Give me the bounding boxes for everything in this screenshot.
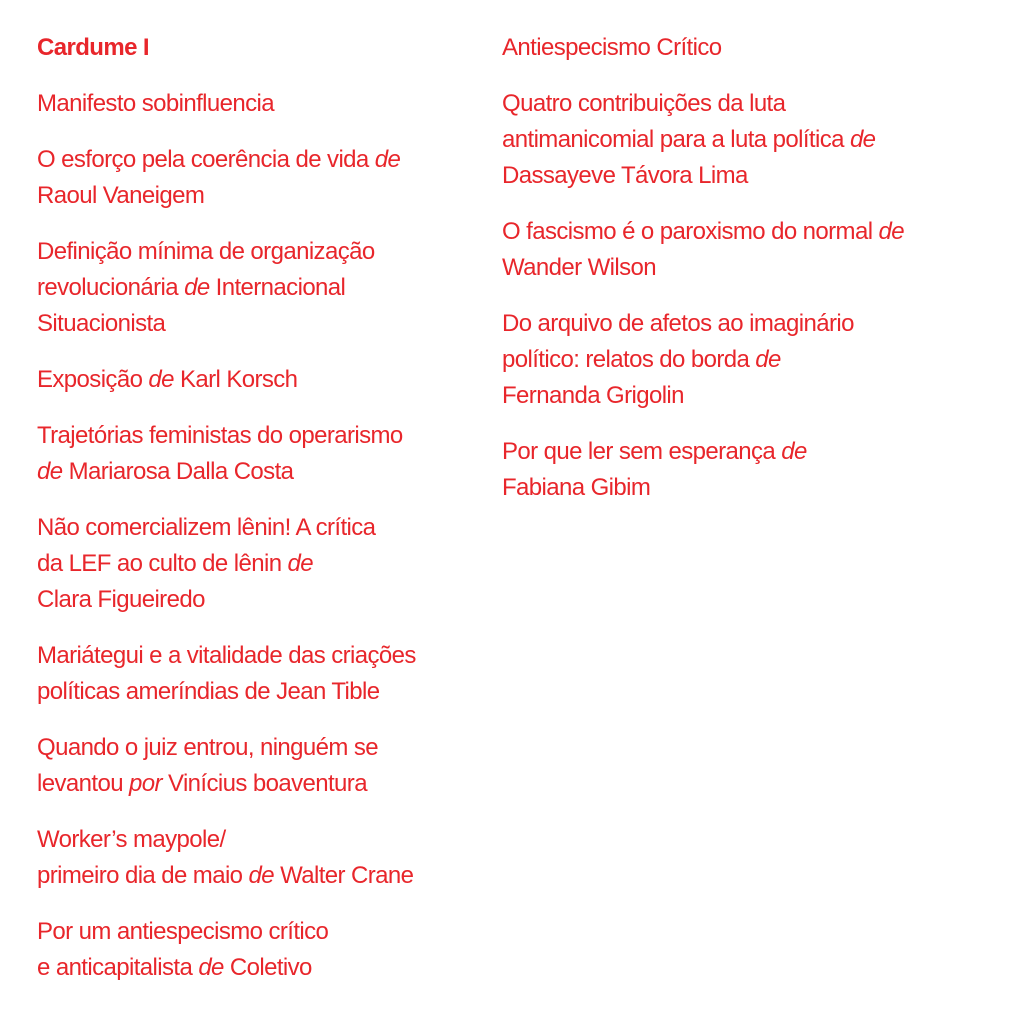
entry-line: Worker’s maypole/ — [37, 826, 226, 853]
entry-line: da LEF ao culto de lênin de — [37, 550, 314, 577]
list-item — [37, 86, 487, 122]
right-column — [502, 30, 982, 526]
entry-line: Mariátegui e a vitalidade das criações — [37, 642, 416, 669]
entry-line: Manifesto sobinfluencia — [37, 90, 275, 117]
entry-line: políticas ameríndias de Jean Tible — [37, 678, 380, 705]
list-item — [502, 30, 982, 66]
author-preposition: de — [37, 458, 63, 485]
entry-line: e anticapitalista de Coletivo — [37, 954, 312, 981]
entry-line: antimanicomial para a luta política de — [502, 126, 876, 153]
entry-line: Não comercializem lênin! A crítica — [37, 514, 376, 541]
left-entry-list — [37, 86, 487, 986]
entry-line: O esforço pela coerência de vida de — [37, 146, 401, 173]
list-item — [37, 510, 487, 618]
entry-line: político: relatos do borda de — [502, 346, 781, 373]
author-preposition: de — [248, 862, 274, 889]
author-preposition: de — [878, 218, 904, 245]
list-item — [37, 418, 487, 490]
entry-line: Fernanda Grigolin — [502, 382, 684, 409]
entry-line: Por que ler sem esperança de — [502, 438, 807, 465]
list-item — [502, 86, 982, 194]
list-item — [37, 638, 487, 710]
entry-line: revolucionária de Internacional — [37, 274, 346, 301]
entry-line: Situacionista — [37, 310, 166, 337]
entry-line: levantou por Vinícius boaventura — [37, 770, 367, 797]
entry-line: Quando o juiz entrou, ninguém se — [37, 734, 379, 761]
entry-line: Quatro contribuições da luta — [502, 90, 786, 117]
list-item — [502, 434, 982, 506]
entry-line: primeiro dia de maio de Walter Crane — [37, 862, 414, 889]
entry-line: Por um antiespecismo crítico — [37, 918, 329, 945]
left-column — [37, 30, 487, 1006]
entry-line: Definição mínima de organização — [37, 238, 375, 265]
author-preposition: de — [184, 274, 210, 301]
entry-line: Trajetórias feministas do operarismo — [37, 422, 403, 449]
author-preposition: de — [781, 438, 807, 465]
entry-line: de Mariarosa Dalla Costa — [37, 458, 294, 485]
list-item — [502, 306, 982, 414]
author-preposition: de — [849, 126, 876, 153]
entry-line: Antiespecismo Crítico — [502, 34, 722, 61]
author-preposition: de — [755, 346, 781, 373]
author-preposition: por — [129, 770, 162, 797]
entry-line: Wander Wilson — [502, 254, 657, 281]
list-item — [37, 234, 487, 342]
list-item — [37, 914, 487, 986]
list-item — [37, 730, 487, 802]
entry-line: Raoul Vaneigem — [37, 182, 205, 209]
list-item — [502, 214, 982, 286]
page-title: Cardume I — [37, 34, 149, 61]
list-item — [37, 142, 487, 214]
entry-line: O fascismo é o paroxismo do normal de — [502, 218, 904, 245]
list-item — [37, 822, 487, 894]
entry-line: Do arquivo de afetos ao imaginário — [502, 310, 854, 337]
entry-line: Exposição de Karl Korsch — [37, 366, 298, 393]
author-preposition: de — [148, 366, 174, 393]
entry-line: Fabiana Gibim — [502, 474, 651, 501]
entry-line: Dassayeve Távora Lima — [502, 162, 748, 189]
author-preposition: de — [374, 146, 401, 173]
list-item — [37, 362, 487, 398]
right-entry-list — [502, 30, 982, 506]
entry-line: Clara Figueiredo — [37, 586, 205, 613]
author-preposition: de — [287, 550, 314, 577]
author-preposition: de — [198, 954, 224, 981]
